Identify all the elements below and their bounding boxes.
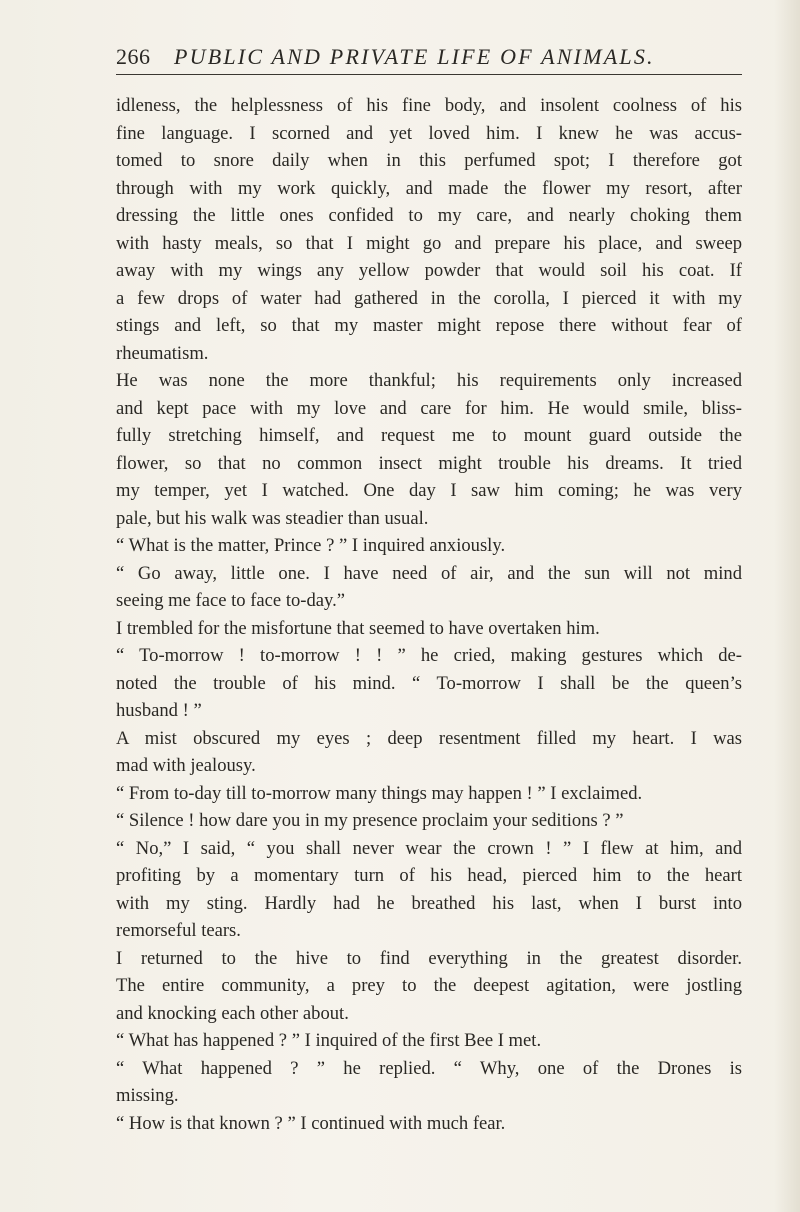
running-title: PUBLIC AND PRIVATE LIFE OF ANIMALS. [174, 44, 655, 69]
text-line: fine language. I scorned and yet loved him. I knew he was accus- [116, 122, 742, 144]
text-line: mad with jealousy. [116, 755, 256, 776]
text-line: husband ! ” [116, 700, 202, 721]
text-line: “ What is the matter, Prince ? ” I inquired anxiously. [116, 535, 506, 556]
text-line: “ To-morrow ! to-morrow ! ! ” he cried, making gestures which de- [116, 645, 742, 666]
text-line: with hasty meals, so that I might go and prepare his place, and sweep [116, 232, 742, 254]
text-line: “ What happened ? ” he replied. “ Why, one of the Drones is [116, 1057, 742, 1079]
text-line: flower, so that no common insect might trouble his dreams. It tried [116, 452, 742, 474]
text-line: away with my wings any yellow powder that would soil his coat. If [116, 260, 742, 281]
text-line: seeing me face to face to-day.” [116, 590, 346, 611]
page-number: 266 [116, 44, 151, 69]
text-line: through with my work quickly, and made the flower my resort, after [116, 177, 742, 199]
text-line: missing. [116, 1085, 179, 1106]
text-line: my temper, yet I watched. One day I saw him coming; he was very [116, 480, 742, 501]
text-line: stings and left, so that my master might repose there without fear of [116, 315, 742, 336]
text-line: I trembled for the misfortune that seemed to have overtaken him. [116, 617, 600, 639]
text-line: He was none the more thankful; his requirements only increased [116, 370, 742, 391]
text-line: fully stretching himself, and request me to mount guard outside the [116, 425, 742, 446]
text-line: “ From to-day till to-morrow many things may happen ! ” I exclaimed. [116, 782, 643, 804]
text-line: profiting by a momentary turn of his head, pierced him to the heart [116, 865, 742, 886]
text-line: and knocking each other about. [116, 1002, 349, 1024]
text-line: rheumatism. [116, 342, 209, 364]
text-line: “ Silence ! how dare you in my presence proclaim your seditions ? ” [116, 810, 624, 831]
text-line: with my sting. Hardly had he breathed his last, when I burst into [116, 892, 742, 914]
text-line: idleness, the helplessness of his fine body, and insolent coolness of his [116, 95, 742, 116]
text-line: “ What has happened ? ” I inquired of the first Bee I met. [116, 1030, 542, 1051]
text-line: “ How is that known ? ” I continued with much fear. [116, 1112, 506, 1134]
body-text [116, 92, 742, 1137]
text-line: noted the trouble of his mind. “ To-morrow I shall be the queen’s [116, 672, 742, 694]
text-line: “ No,” I said, “ you shall never wear the crown ! ” I flew at him, and [116, 837, 742, 859]
text-line: tomed to snore daily when in this perfumed spot; I therefore got [116, 150, 742, 171]
text-line: “ Go away, little one. I have need of air, and the sun will not mind [116, 562, 742, 584]
text-line: a few drops of water had gathered in the corolla, I pierced it with my [116, 287, 742, 309]
text-line: remorseful tears. [116, 920, 241, 941]
text-line: I returned to the hive to find everything in the greatest disorder. [116, 947, 742, 969]
page-edge-shadow [774, 0, 800, 1212]
text-line: A mist obscured my eyes ; deep resentment filled my heart. I was [116, 727, 742, 749]
running-head [116, 44, 742, 75]
text-line: dressing the little ones confided to my care, and nearly choking them [116, 205, 742, 226]
text-line: and kept pace with my love and care for him. He would smile, bliss- [116, 397, 742, 419]
text-line: The entire community, a prey to the deepest agitation, were jostling [116, 975, 742, 996]
text-line: pale, but his walk was steadier than usual. [116, 507, 429, 529]
